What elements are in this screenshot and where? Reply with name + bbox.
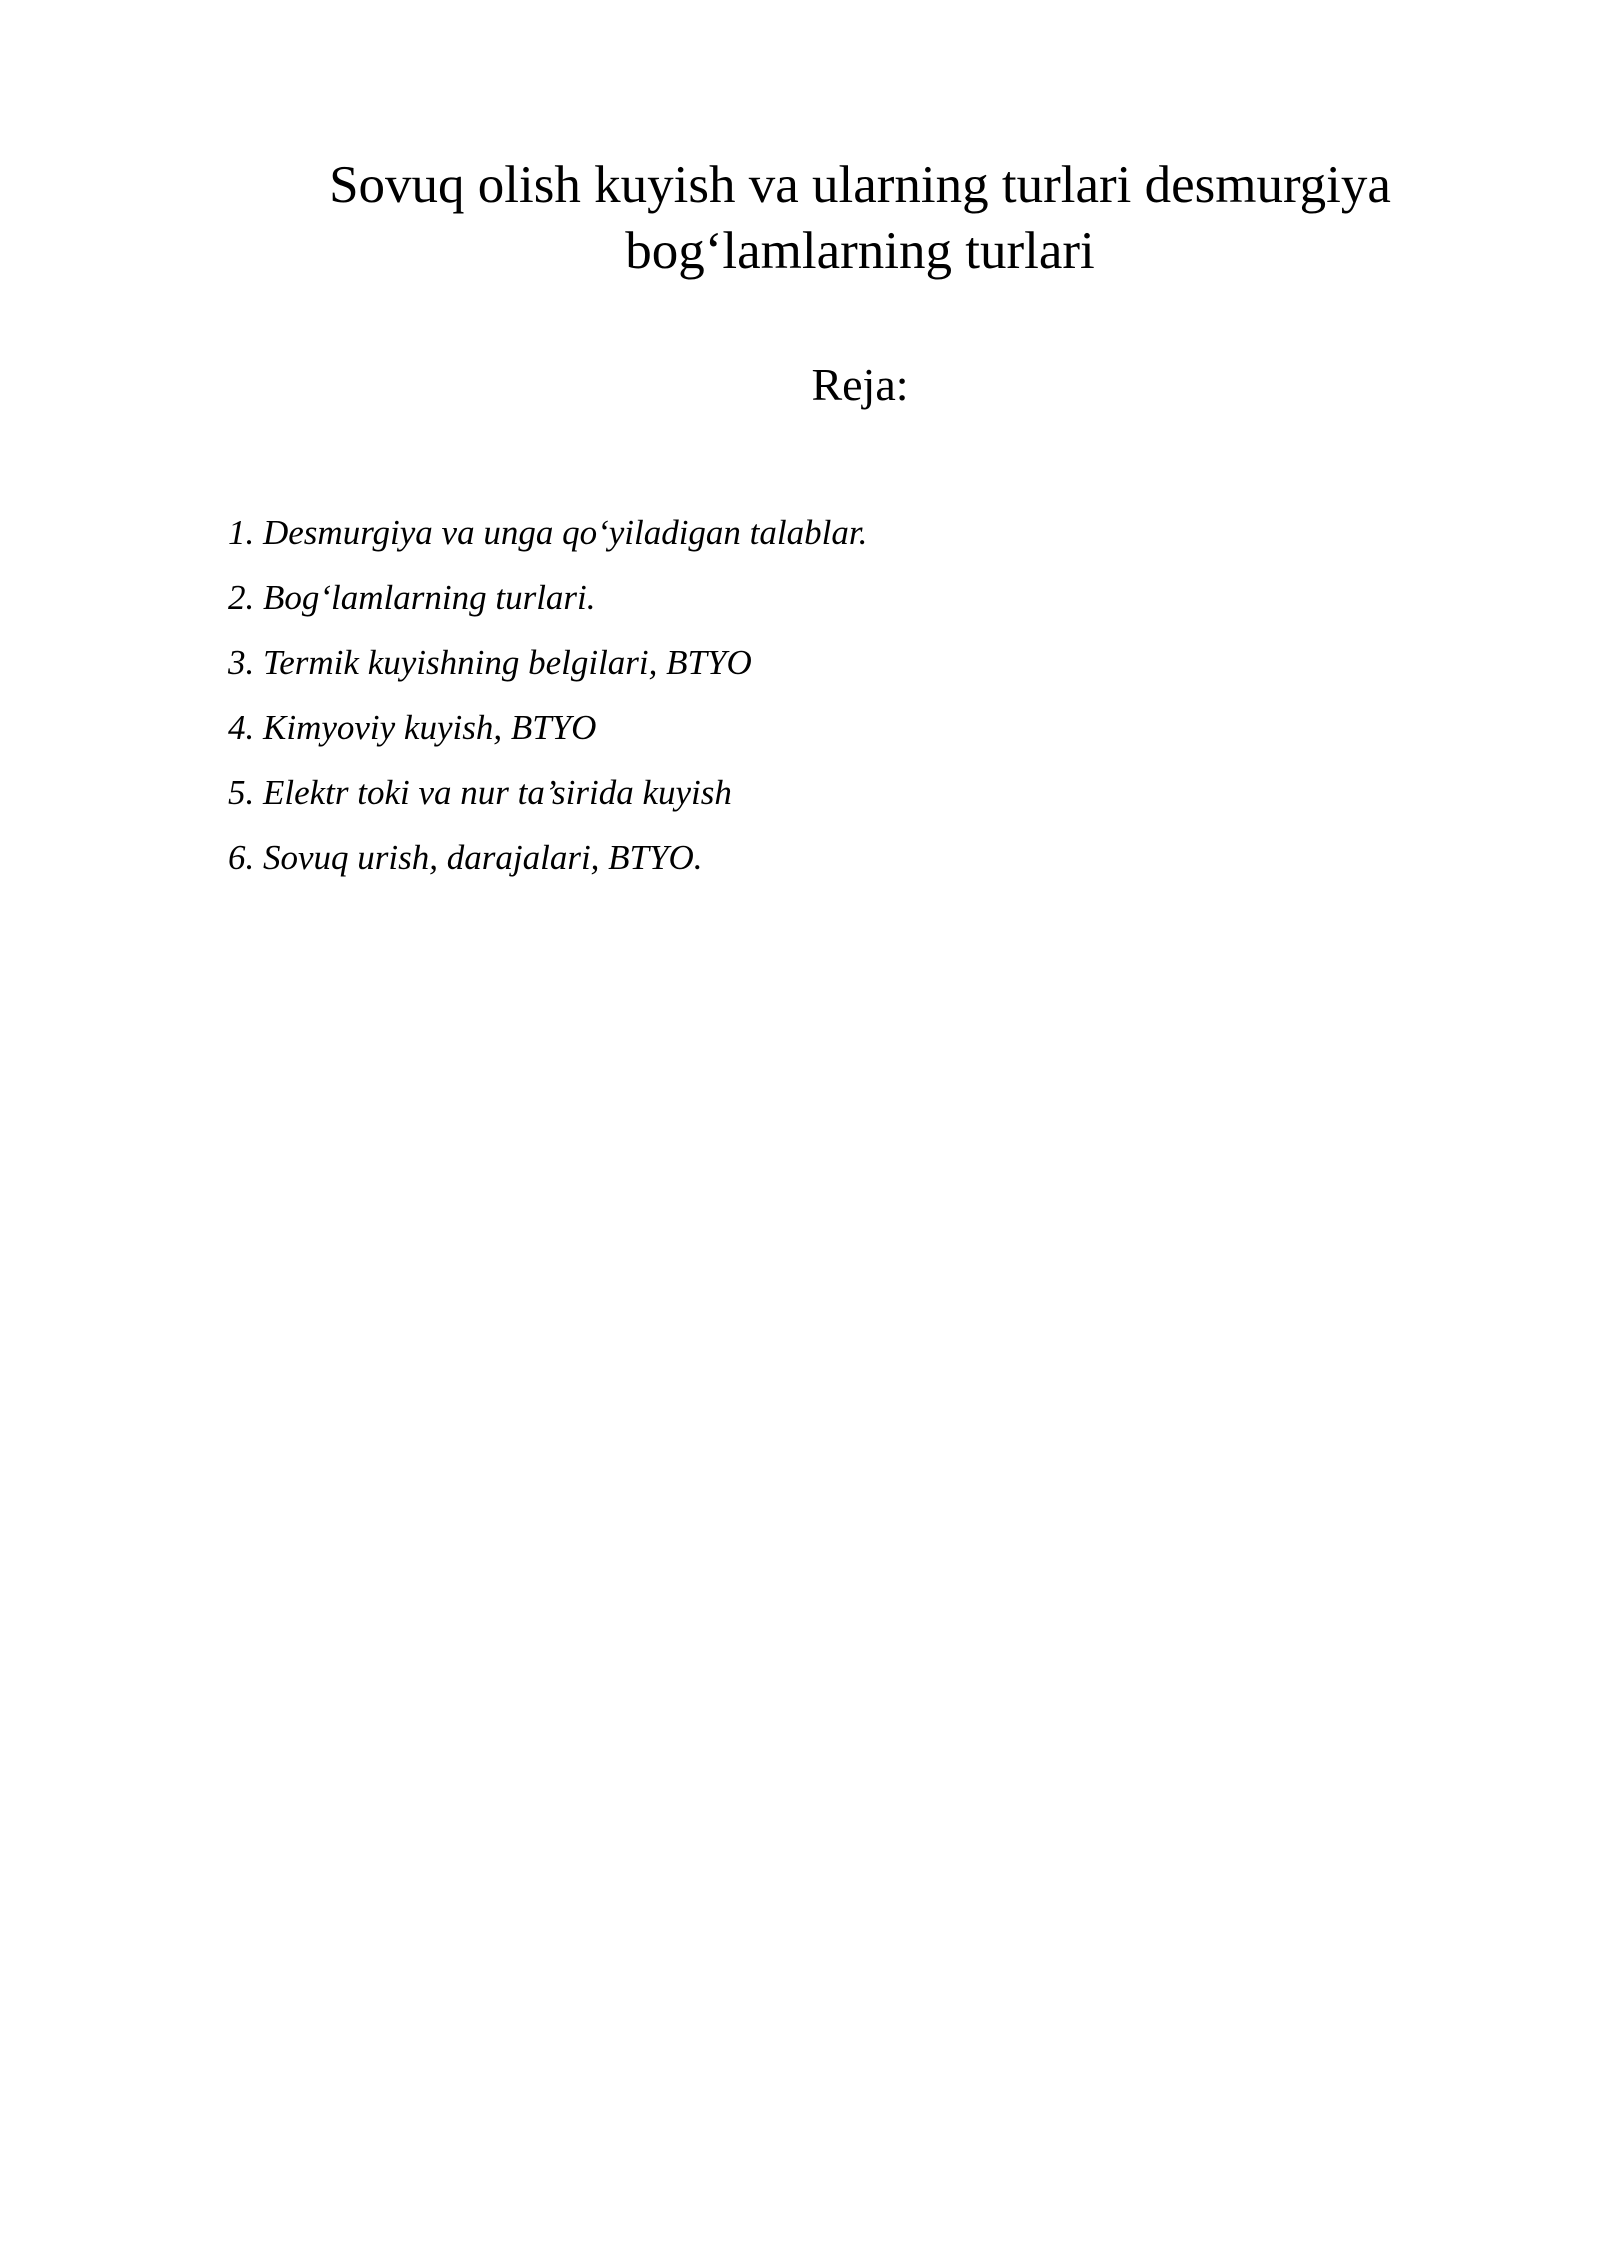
plan-list: [228, 500, 867, 890]
plan-item: 1. Desmurgiya va unga qo‘yiladigan talablar.: [228, 513, 868, 552]
plan-item: 3. Termik kuyishning belgilari, BTYO: [228, 643, 752, 682]
document-title-line-2: bog‘lamlarning turlari: [625, 222, 1095, 280]
plan-item: 6. Sovuq urish, darajalari, BTYO.: [228, 838, 703, 877]
document-title-line-1: Sovuq olish kuyish va ularning turlari desmurgiya: [329, 156, 1391, 214]
plan-item: 2. Bog‘lamlarning turlari.: [228, 578, 596, 617]
plan-item: 5. Elektr toki va nur ta’sirida kuyish: [228, 773, 732, 812]
plan-heading: Reja:: [811, 359, 909, 410]
document-title: [230, 152, 1490, 284]
plan-item: 4. Kimyoviy kuyish, BTYO: [228, 708, 597, 747]
